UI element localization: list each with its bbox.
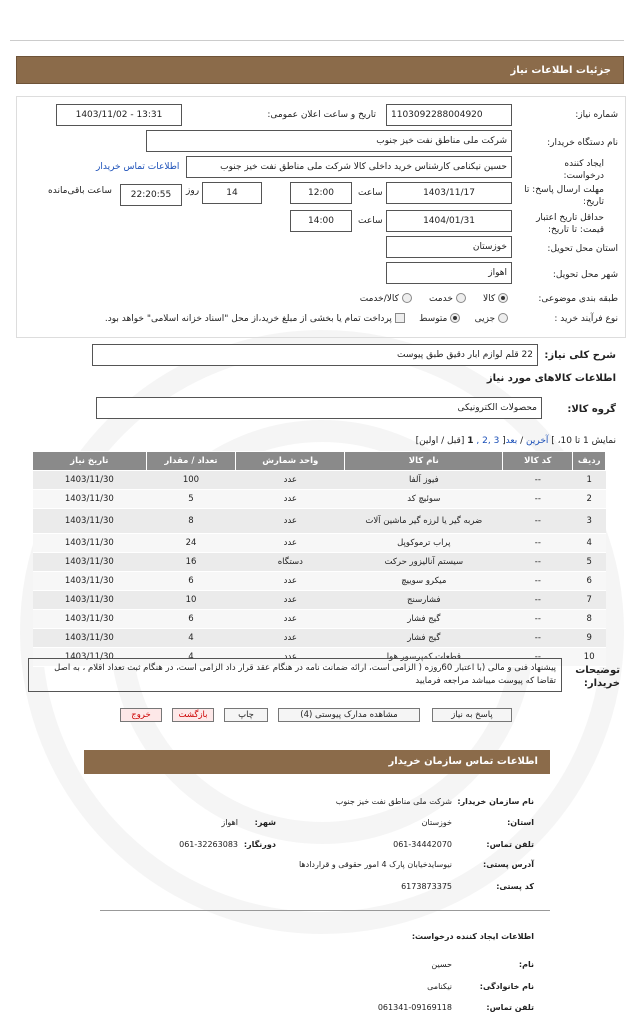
contact-city-label: شهر:	[254, 818, 276, 827]
exit-button[interactable]: خروج	[120, 708, 162, 722]
checkbox-icon	[395, 313, 405, 323]
contact-city: اهواز	[221, 818, 238, 827]
buyer-contact-link[interactable]: اطلاعات تماس خریدار	[96, 162, 180, 172]
item-qty: 16	[146, 553, 236, 572]
item-name: سیستم آنالیزور حرکت	[345, 553, 503, 572]
page-header	[16, 56, 624, 84]
days-value: 14	[202, 182, 262, 204]
item-date: 1403/11/30	[33, 534, 147, 553]
creator-phone-label: تلفن تماس:	[486, 1003, 534, 1012]
item-code: --	[503, 553, 573, 572]
remaining-label: ساعت باقی‌مانده	[48, 186, 112, 196]
contact-province-label: استان:	[507, 818, 534, 827]
contact-header	[84, 750, 550, 774]
buyer-org-value: شرکت ملی مناطق نفت خیز جنوب	[146, 130, 512, 152]
item-unit: عدد	[236, 591, 345, 610]
creator-label: ایجاد کننده درخواست:	[563, 159, 604, 181]
summary-label: شرح کلی نیاز:	[544, 350, 616, 361]
item-unit: دستگاه	[236, 553, 345, 572]
item-name: فیوز آلفا	[345, 471, 503, 490]
row-number: 5	[573, 553, 606, 572]
col-unit: واحد شمارش	[236, 452, 345, 471]
row-number: 3	[573, 509, 606, 534]
treasury-checkbox[interactable]: پرداخت تمام یا بخشی از مبلغ خرید،از محل "اسناد خزانه اسلامی" خواهد بود.	[105, 314, 405, 324]
buyer-org-label: نام دستگاه خریدار:	[547, 138, 618, 148]
pagination-pages[interactable]: 3 ,2 ,	[476, 436, 500, 446]
purchase-minor[interactable]: جزیی	[475, 314, 508, 324]
purchase-medium[interactable]: متوسط	[419, 314, 460, 324]
radio-icon	[498, 313, 508, 323]
category-label: طبقه بندی موضوعی:	[538, 294, 618, 304]
announce-label: تاریخ و ساعت اعلان عمومی:	[267, 110, 376, 120]
contact-phone: 061-34442070	[393, 840, 452, 849]
table-row	[33, 629, 606, 648]
validity-date-value: 1404/01/31	[386, 210, 512, 232]
item-name: قطعات کمپرسور هوا	[345, 648, 503, 667]
contact-postal-label: کد پستی:	[496, 882, 534, 891]
item-date: 1403/11/30	[33, 572, 147, 591]
item-code: --	[503, 471, 573, 490]
items-table-wrap	[32, 451, 606, 667]
row-number: 8	[573, 610, 606, 629]
notes-label: توضیحات خریدار:	[575, 665, 620, 689]
creator-name: حسین	[431, 960, 452, 969]
col-qty: تعداد / مقدار	[146, 452, 236, 471]
top-divider	[10, 40, 624, 41]
item-name: پراب ترموکوپل	[345, 534, 503, 553]
item-name: گیج فشار	[345, 610, 503, 629]
contact-address-label: آدرس پستی:	[483, 860, 534, 869]
category-service[interactable]: خدمت	[429, 294, 466, 304]
item-qty: 6	[146, 610, 236, 629]
table-row	[33, 534, 606, 553]
item-date: 1403/11/30	[33, 591, 147, 610]
announce-value: 1403/11/02 - 13:31	[56, 104, 182, 126]
item-code: --	[503, 509, 573, 534]
table-row	[33, 572, 606, 591]
need-number-value: 1103092288004920	[386, 104, 512, 126]
item-qty: 4	[146, 648, 236, 667]
summary-value: 22 قلم لوازم ابار دقیق طبق پیوست	[92, 344, 538, 366]
contact-org: شرکت ملی مناطق نفت خیز جنوب	[335, 797, 452, 806]
items-table	[32, 451, 606, 667]
item-name: گیج فشار	[345, 629, 503, 648]
table-row	[33, 509, 606, 534]
col-row: ردیف	[573, 452, 606, 471]
creator-info-title: اطلاعات ایجاد کننده درخواست:	[411, 932, 534, 941]
row-number: 4	[573, 534, 606, 553]
item-code: --	[503, 490, 573, 509]
pagination-current: 1	[467, 436, 474, 446]
creator-phone: 061341-09169118	[377, 1003, 452, 1012]
table-header-row	[33, 452, 606, 471]
group-value: محصولات الکترونیکی	[96, 397, 542, 419]
radio-selected-icon	[498, 293, 508, 303]
col-code: کد کالا	[503, 452, 573, 471]
remaining-value: 22:20:55	[120, 184, 182, 206]
contact-org-label: نام سازمان خریدار:	[457, 797, 534, 806]
item-qty: 24	[146, 534, 236, 553]
contact-fax-label: دورنگار:	[243, 840, 276, 849]
days-label: روز	[186, 186, 200, 196]
item-name: فشارسنج	[345, 591, 503, 610]
creator-name-label: نام:	[518, 960, 534, 969]
contact-province: خوزستان	[421, 818, 452, 827]
send-date-value: 1403/11/17	[386, 182, 512, 204]
item-qty: 8	[146, 509, 236, 534]
pagination-next[interactable]: بعد	[505, 436, 518, 446]
item-qty: 4	[146, 629, 236, 648]
creator-family-label: نام خانوادگی:	[479, 982, 534, 991]
item-code: --	[503, 610, 573, 629]
page-title: جزئیات اطلاعات نیاز	[510, 65, 611, 76]
contact-title: اطلاعات تماس سازمان خریدار	[388, 756, 538, 767]
creator-family: نیکنامی	[427, 982, 452, 991]
item-date: 1403/11/30	[33, 490, 147, 509]
back-button[interactable]: بازگشت	[172, 708, 214, 722]
category-goods[interactable]: کالا	[483, 294, 508, 304]
row-number: 2	[573, 490, 606, 509]
item-unit: عدد	[236, 648, 345, 667]
item-date: 1403/11/30	[33, 629, 147, 648]
category-goods-service[interactable]: کالا/خدمت	[360, 294, 412, 304]
table-row	[33, 553, 606, 572]
reply-button[interactable]: پاسخ به نیاز	[432, 708, 512, 722]
item-qty: 10	[146, 591, 236, 610]
row-number: 6	[573, 572, 606, 591]
need-number-label: شماره نیاز:	[575, 110, 618, 120]
row-number: 7	[573, 591, 606, 610]
contact-fax: 061-32263083	[179, 840, 238, 849]
notes-text: پیشنهاد فنی و مالی (با اعتبار 60روزه ( الزامی است، ارائه ضمانت نامه در هنگام عقد قرار داد الزامی است، در هنگام ثبت تعداد اقلام ، به اصل تقاضا که پیوست میباشد مراجعه فرمایید	[54, 663, 556, 686]
purchase-options	[105, 313, 508, 324]
col-date: تاریخ نیاز	[33, 452, 147, 471]
item-date: 1403/11/30	[33, 553, 147, 572]
item-code: --	[503, 648, 573, 667]
city-value: اهواز	[386, 262, 512, 284]
item-qty: 6	[146, 572, 236, 591]
validity-time-label: ساعت	[358, 216, 383, 226]
item-unit: عدد	[236, 490, 345, 509]
item-unit: عدد	[236, 572, 345, 591]
item-code: --	[503, 591, 573, 610]
col-name: نام کالا	[345, 452, 503, 471]
table-row	[33, 471, 606, 490]
item-date: 1403/11/30	[33, 509, 147, 534]
item-unit: عدد	[236, 471, 345, 490]
table-row	[33, 490, 606, 509]
item-code: --	[503, 534, 573, 553]
item-date: 1403/11/30	[33, 610, 147, 629]
item-unit: عدد	[236, 610, 345, 629]
pagination-last[interactable]: آخرین	[526, 436, 549, 446]
send-time-label: ساعت	[358, 188, 383, 198]
validity-time-value: 14:00	[290, 210, 352, 232]
pagination-prev-first: [قبل / اولین]	[415, 436, 465, 446]
contact-postal: 6173873375	[401, 882, 452, 891]
item-qty: 100	[146, 471, 236, 490]
row-number: 10	[573, 648, 606, 667]
item-name: ضربه گیر یا لرزه گیر ماشین آلات	[345, 509, 503, 534]
province-label: استان محل تحویل:	[547, 244, 618, 254]
category-options	[360, 293, 508, 304]
radio-icon	[456, 293, 466, 303]
table-row	[33, 591, 606, 610]
item-code: --	[503, 572, 573, 591]
item-unit: عدد	[236, 629, 345, 648]
creator-value: حسین نیکنامی کارشناس خرید داخلی کالا شرکت ملی مناطق نفت خیز جنوب	[186, 156, 512, 178]
item-name: میکرو سوییچ	[345, 572, 503, 591]
row-number: 1	[573, 471, 606, 490]
contact-phone-label: تلفن تماس:	[486, 840, 534, 849]
province-value: خوزستان	[386, 236, 512, 258]
row-number: 9	[573, 629, 606, 648]
validity-label: حداقل تاریخ اعتبار قیمت: تا تاریخ:	[536, 213, 604, 235]
item-unit: عدد	[236, 534, 345, 553]
item-date: 1403/11/30	[33, 648, 147, 667]
item-date: 1403/11/30	[33, 471, 147, 490]
table-row	[33, 610, 606, 629]
goods-title: اطلاعات کالاهای مورد نیاز	[486, 373, 616, 384]
city-label: شهر محل تحویل:	[552, 270, 618, 280]
contact-divider	[100, 910, 550, 911]
item-name: سوئیچ کد	[345, 490, 503, 509]
attachments-button[interactable]: مشاهده مدارک پیوستی (4)	[278, 708, 420, 722]
item-qty: 5	[146, 490, 236, 509]
radio-selected-icon	[450, 313, 460, 323]
send-time-value: 12:00	[290, 182, 352, 204]
item-code: --	[503, 629, 573, 648]
group-label: گروه کالا:	[567, 404, 616, 415]
radio-icon	[402, 293, 412, 303]
send-deadline-label: مهلت ارسال پاسخ: تا تاریخ:	[524, 185, 604, 207]
contact-address: نیوسایدخیابان پارک 4 امور حقوقی و قراردادها	[298, 860, 452, 869]
item-unit: عدد	[236, 509, 345, 534]
pagination: نمایش 1 تا 10، ] آخرین / بعد[ 3 ,2 , 1 [قبل / اولین]	[415, 436, 616, 446]
print-button[interactable]: چاپ	[224, 708, 268, 722]
purchase-type-label: نوع فرآیند خرید :	[554, 314, 618, 324]
notes-box	[28, 658, 562, 692]
